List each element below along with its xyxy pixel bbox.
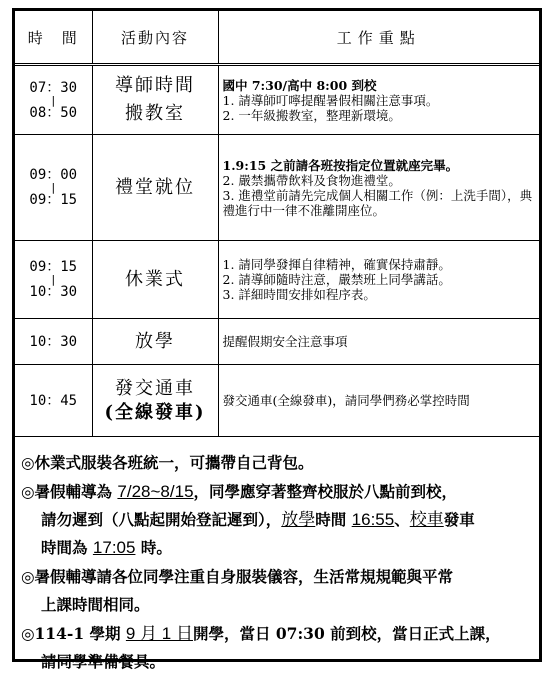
activity-cell: 休業式	[92, 241, 218, 319]
note-uniform: ◎休業式服裝各班統一，可攜帶自己背包。	[21, 453, 314, 472]
table-row	[15, 365, 539, 437]
table-row	[15, 135, 539, 241]
start-time: 10：30	[29, 333, 78, 350]
header-activity: 活動內容	[92, 11, 218, 65]
header-work: 工作重點	[218, 11, 539, 65]
note-appearance: ◎暑假輔導請各位同學注重自身服裝儀容，生活常規規範與平常 上課時間相同。	[21, 567, 454, 614]
time-cell: 07：30 | 08：50	[15, 65, 92, 135]
work-cell: 提醒假期安全注意事項	[218, 319, 539, 365]
time-cell: 09：15 | 10：30	[15, 241, 92, 319]
work-cell: 1.9:15 之前請各班按指定位置就座完畢。 2. 嚴禁攜帶飲料及食物進禮堂。 3. 進禮堂前請先完成個人相關工作（例：上洗手間），典禮進行中一律不准離開座位。	[218, 135, 539, 241]
end-time: 09：15	[29, 192, 78, 208]
start-time: 09：15	[29, 259, 78, 275]
note-semester-start: ◎114-1 學期 9 月 1 日開學，當日 07:30 前到校，當日正式上課， 請同學準備餐具。	[21, 624, 501, 671]
activity-cell: 發交通車 (全線發車)	[92, 365, 218, 437]
activity-cell: 禮堂就位	[92, 135, 218, 241]
start-time: 09：00	[29, 167, 78, 183]
schedule-frame	[12, 8, 542, 671]
time-cell	[15, 365, 92, 437]
activity-cell: 導師時間 搬教室	[92, 65, 218, 135]
time-cell	[15, 319, 92, 365]
time-cell: 09：00 | 09：15	[15, 135, 92, 241]
tutoring-dates: 7/28~8/15	[117, 482, 194, 501]
schedule-table	[15, 11, 539, 437]
note-summer-tutoring: ◎暑假輔導為 7/28~8/15，同學應穿著整齊校服於八點前到校， 請勿遲到（八點起開始登記遲到），放學時間 16:55、校車發車 時間為 17:05 時。	[21, 482, 475, 557]
header-time: 時 間	[15, 11, 92, 65]
work-cell: 發交通車(全線發車)，請同學們務必掌控時間	[218, 365, 539, 437]
bus-time: 17:05	[92, 538, 136, 557]
end-time: 10：30	[29, 284, 78, 300]
work-cell: 1. 請同學發揮自律精神，確實保持肅靜。 2. 請導師隨時注意，嚴禁班上同學講話。 3. 詳細時間安排如程序表。	[218, 241, 539, 319]
table-header-row	[15, 11, 539, 65]
start-time: 10：45	[29, 392, 78, 409]
table-row	[15, 319, 539, 365]
dismissal-time: 16:55	[351, 510, 395, 529]
start-time: 07：30	[29, 79, 78, 96]
notes-section	[15, 447, 539, 679]
work-cell: 國中 7:30/高中 8:00 到校 1. 請導師叮嚀提醒暑假相關注意事項。 2. 一年級搬教室，整理新環境。	[218, 65, 539, 135]
table-row	[15, 65, 539, 135]
activity-cell: 放學	[92, 319, 218, 365]
semester-date: 9 月 1 日	[125, 624, 193, 643]
end-time: 08：50	[29, 104, 78, 121]
table-row	[15, 241, 539, 319]
